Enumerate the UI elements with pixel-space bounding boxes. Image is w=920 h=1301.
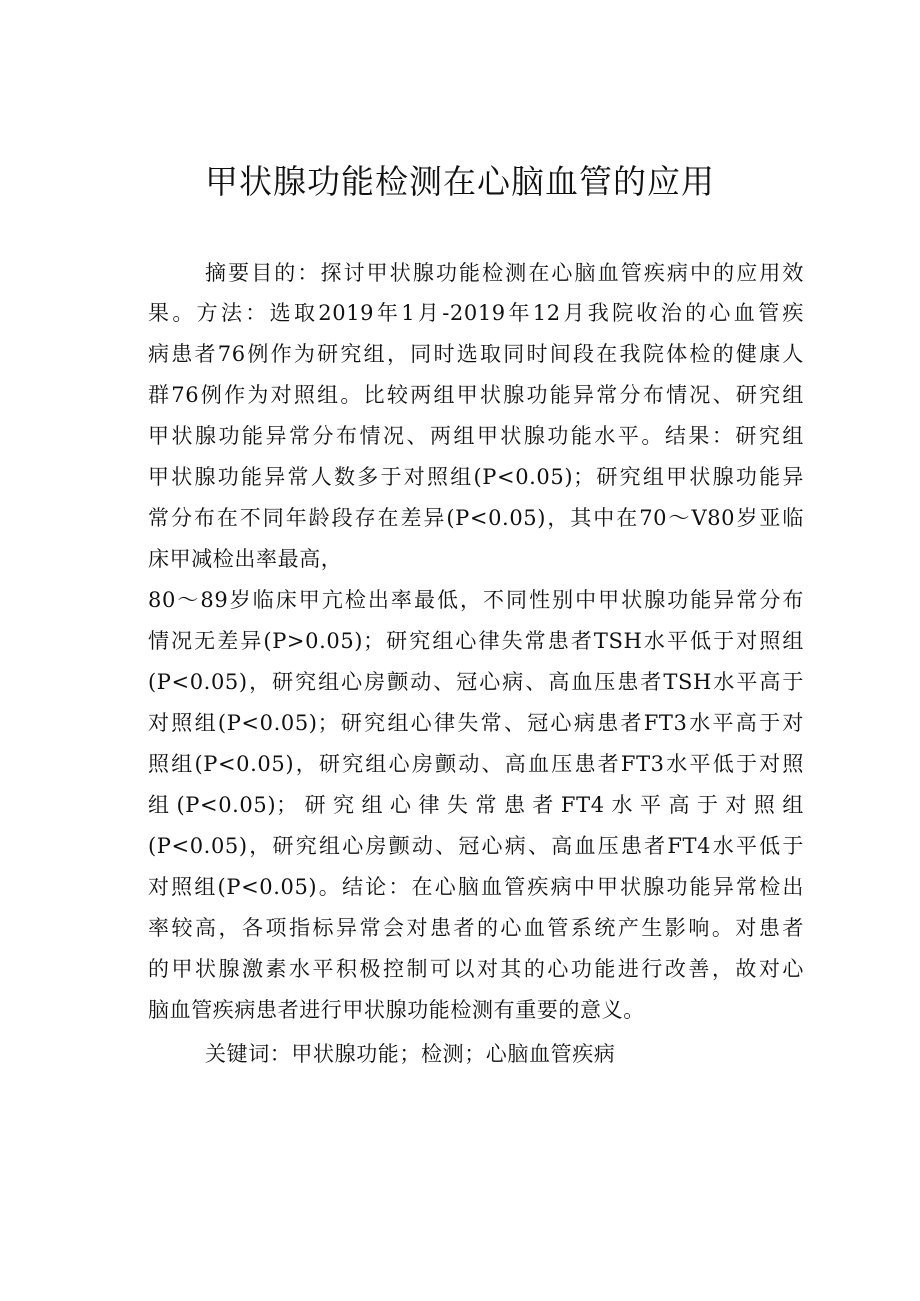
abstract-line-10: 情况无差异(P>0.05)；研究组心律失常患者TSH水平低于对照组 [148, 629, 804, 653]
abstract-line-18: 的甲状腺激素水平积极控制可以对其的心功能进行改善，故对心 [148, 957, 804, 981]
abstract-line-6: 甲状腺功能异常人数多于对照组(P<0.05)；研究组甲状腺功能异 [148, 465, 804, 489]
abstract-line-8: 床甲减检出率最高， [148, 547, 343, 571]
abstract-line-14: 组(P<0.05)；研究组心律失常患者FT4水平高于对照组 [148, 793, 804, 817]
abstract-line-4: 群76例作为对照组。比较两组甲状腺功能异常分布情况、研究组 [148, 383, 804, 407]
abstract-line-9: 80～89岁临床甲亢检出率最低，不同性别中甲状腺功能异常分布 [148, 588, 804, 612]
abstract-line-19: 脑血管疾病患者进行甲状腺功能检测有重要的意义。 [148, 998, 645, 1022]
abstract-line-3: 病患者76例作为研究组，同时选取同时间段在我院体检的健康人 [148, 342, 804, 366]
abstract-line-15: (P<0.05)，研究组心房颤动、冠心病、高血压患者FT4水平低于 [148, 834, 804, 858]
abstract-line-2: 果。方法：选取2019年1月-2019年12月我院收治的心血管疾 [148, 301, 804, 325]
keywords-line: 关键词：甲状腺功能；检测；心脑血管疾病 [205, 1042, 616, 1066]
abstract-line-7: 常分布在不同年龄段存在差异(P<0.05)，其中在70～V80岁亚临 [148, 506, 804, 530]
paper-title: 甲状腺功能检测在心脑血管的应用 [205, 162, 715, 201]
abstract-line-5: 甲状腺功能异常分布情况、两组甲状腺功能水平。结果：研究组 [148, 424, 804, 448]
abstract-line-13: 照组(P<0.05)，研究组心房颤动、高血压患者FT3水平低于对照 [148, 752, 804, 776]
abstract-line-16: 对照组(P<0.05)。结论：在心脑血管疾病中甲状腺功能异常检出 [148, 875, 804, 899]
abstract-line-1: 摘要目的：探讨甲状腺功能检测在心脑血管疾病中的应用效 [205, 261, 804, 285]
abstract-line-12: 对照组(P<0.05)；研究组心律失常、冠心病患者FT3水平高于对 [148, 711, 804, 735]
abstract-line-17: 率较高，各项指标异常会对患者的心血管系统产生影响。对患者 [148, 916, 804, 940]
abstract-line-11: (P<0.05)，研究组心房颤动、冠心病、高血压患者TSH水平高于 [148, 670, 804, 694]
